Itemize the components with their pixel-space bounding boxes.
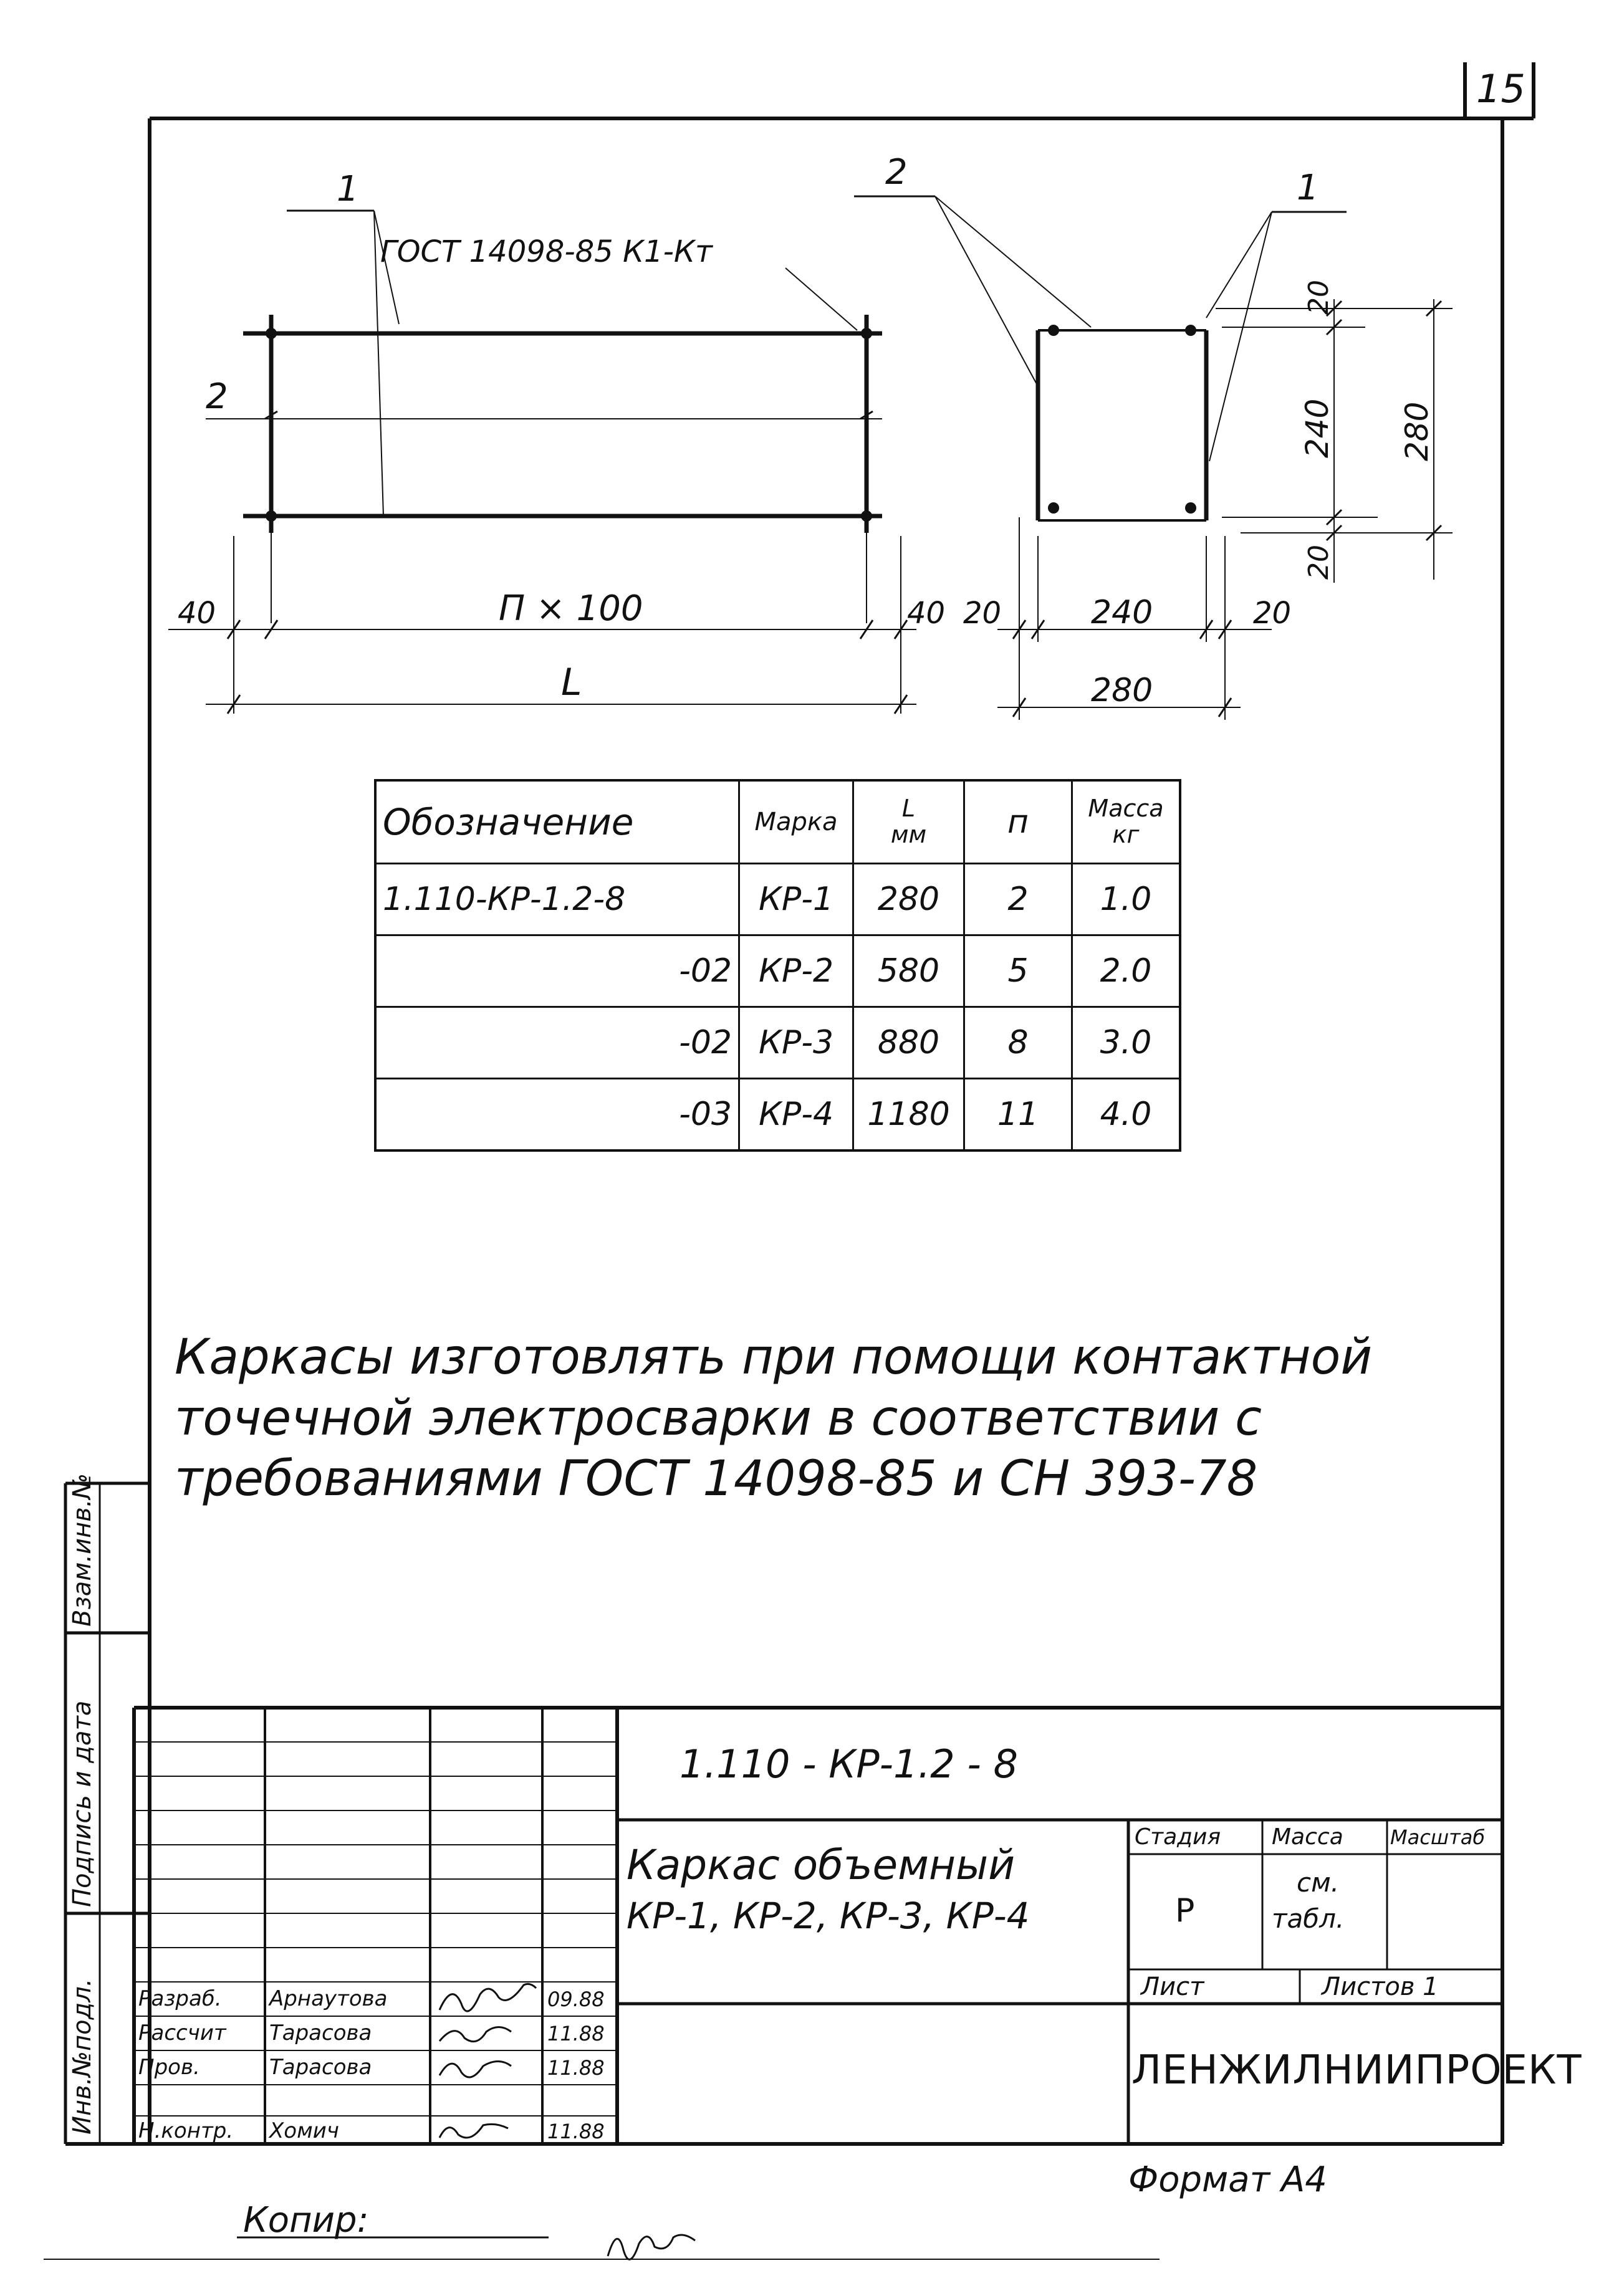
header-mass-bottom: кг [1112,821,1140,848]
dim-v-top: 20 [1303,280,1335,315]
header-mass-top: Масса [1088,795,1164,823]
sheets-label: Листов 1 [1322,1973,1439,2001]
pos2-left-label: 2 [206,376,228,417]
dim-sec-middle: 240 [1091,594,1153,631]
cell-designation: 1.110-КР-1.2-8 [375,864,739,935]
sig-role: Рассчит [138,2021,226,2045]
cell-n: 11 [964,1079,1072,1151]
fabrication-note [175,1327,1372,1510]
dim-v-bottom: 20 [1303,545,1335,580]
copy-label: Копир: [243,2200,369,2241]
dim-sec-total: 280 [1091,672,1153,709]
table-row [375,1007,1180,1079]
sig-date: 11.88 [547,2022,605,2045]
table-row [375,864,1180,935]
stage-value: Р [1175,1892,1195,1930]
organization: ЛЕНЖИЛНИИПРОЕКТ [1131,2047,1582,2093]
cell-length: 580 [853,935,964,1007]
note-line-2: точечной электросварки в соответствии с [175,1390,1262,1447]
cell-designation: -03 [375,1079,739,1151]
dim-span: П × 100 [499,588,643,629]
side-label-inv-orig: Инв.№подл. [68,1978,97,2135]
pos1-right-label: 1 [1297,168,1319,208]
sig-name: Арнаутова [269,1986,388,2011]
dim-sec-right: 20 [1253,596,1292,631]
dim-left-end: 40 [178,596,216,631]
cell-mark: КР-1 [739,864,853,935]
cell-mass: 1.0 [1072,864,1181,935]
cell-designation: -02 [375,1007,739,1079]
note-line-1: Каркасы изготовлять при помощи контактной [175,1329,1373,1385]
header-n: п [964,780,1072,864]
title-line-1: Каркас объемный [627,1841,1016,1889]
sig-role: Пров. [138,2055,200,2080]
cell-n: 5 [964,935,1072,1007]
header-mark: Марка [739,780,853,864]
header-designation: Обозначение [375,780,739,864]
side-label-sign-date: Подпись и дата [68,1700,97,1907]
sig-role: Разраб. [138,1986,222,2011]
sig-date: 11.88 [547,2056,605,2080]
mass-value-1: см. [1297,1867,1340,1898]
table-row [375,1079,1180,1151]
mass-value-2: табл. [1272,1903,1345,1934]
cell-length: 880 [853,1007,964,1079]
spec-table [374,779,1181,1152]
header-length [853,780,964,864]
sig-date: 11.88 [547,2120,605,2143]
section-view [854,196,1453,720]
mass-label: Масса [1272,1824,1343,1850]
dim-v-middle: 240 [1299,398,1335,458]
dim-total-l: L [561,661,582,704]
sheet-number: 15 [1476,66,1525,112]
cell-n: 2 [964,864,1072,935]
sig-name: Тарасова [269,2055,372,2080]
cell-n: 8 [964,1007,1072,1079]
pos1-left-label: 1 [337,169,359,209]
scale-label: Масштаб [1390,1825,1486,1849]
table-row [375,935,1180,1007]
side-label-replace-inv: Взам.инв.№ [68,1473,97,1627]
cell-mass: 2.0 [1072,935,1181,1007]
gost-callout: ГОСТ 14098-85 К1-Кт [380,234,713,269]
sig-name: Хомич [269,2118,339,2143]
sig-name: Тарасова [269,2021,372,2045]
cell-designation: -02 [375,935,739,1007]
cell-length: 1180 [853,1079,964,1151]
header-length-bottom: мм [890,821,927,848]
cell-mass: 4.0 [1072,1079,1181,1151]
cell-mark: КР-4 [739,1079,853,1151]
header-length-top: L [901,795,916,823]
dim-v-total: 280 [1399,401,1435,461]
table-header-row [375,780,1180,864]
dim-right-end: 40 [907,596,946,631]
dim-sec-left: 20 [963,596,1002,631]
title-line-2: КР-1, КР-2, КР-3, КР-4 [627,1895,1030,1937]
cell-mark: КР-3 [739,1007,853,1079]
front-view [168,211,916,714]
pos2-right-label: 2 [885,152,908,193]
header-mass [1072,780,1181,864]
note-line-3: требованиями ГОСТ 14098-85 и СН 393-78 [175,1451,1258,1507]
sig-date: 09.88 [547,1987,605,2011]
stage-label: Стадия [1135,1824,1221,1850]
cell-length: 280 [853,864,964,935]
cell-mark: КР-2 [739,935,853,1007]
sheet-label: Лист [1141,1973,1204,2001]
cell-mass: 3.0 [1072,1007,1181,1079]
doc-code: 1.110 - КР-1.2 - 8 [680,1741,1018,1787]
format-label: Формат А4 [1128,2160,1327,2200]
sig-role: Н.контр. [138,2118,234,2143]
